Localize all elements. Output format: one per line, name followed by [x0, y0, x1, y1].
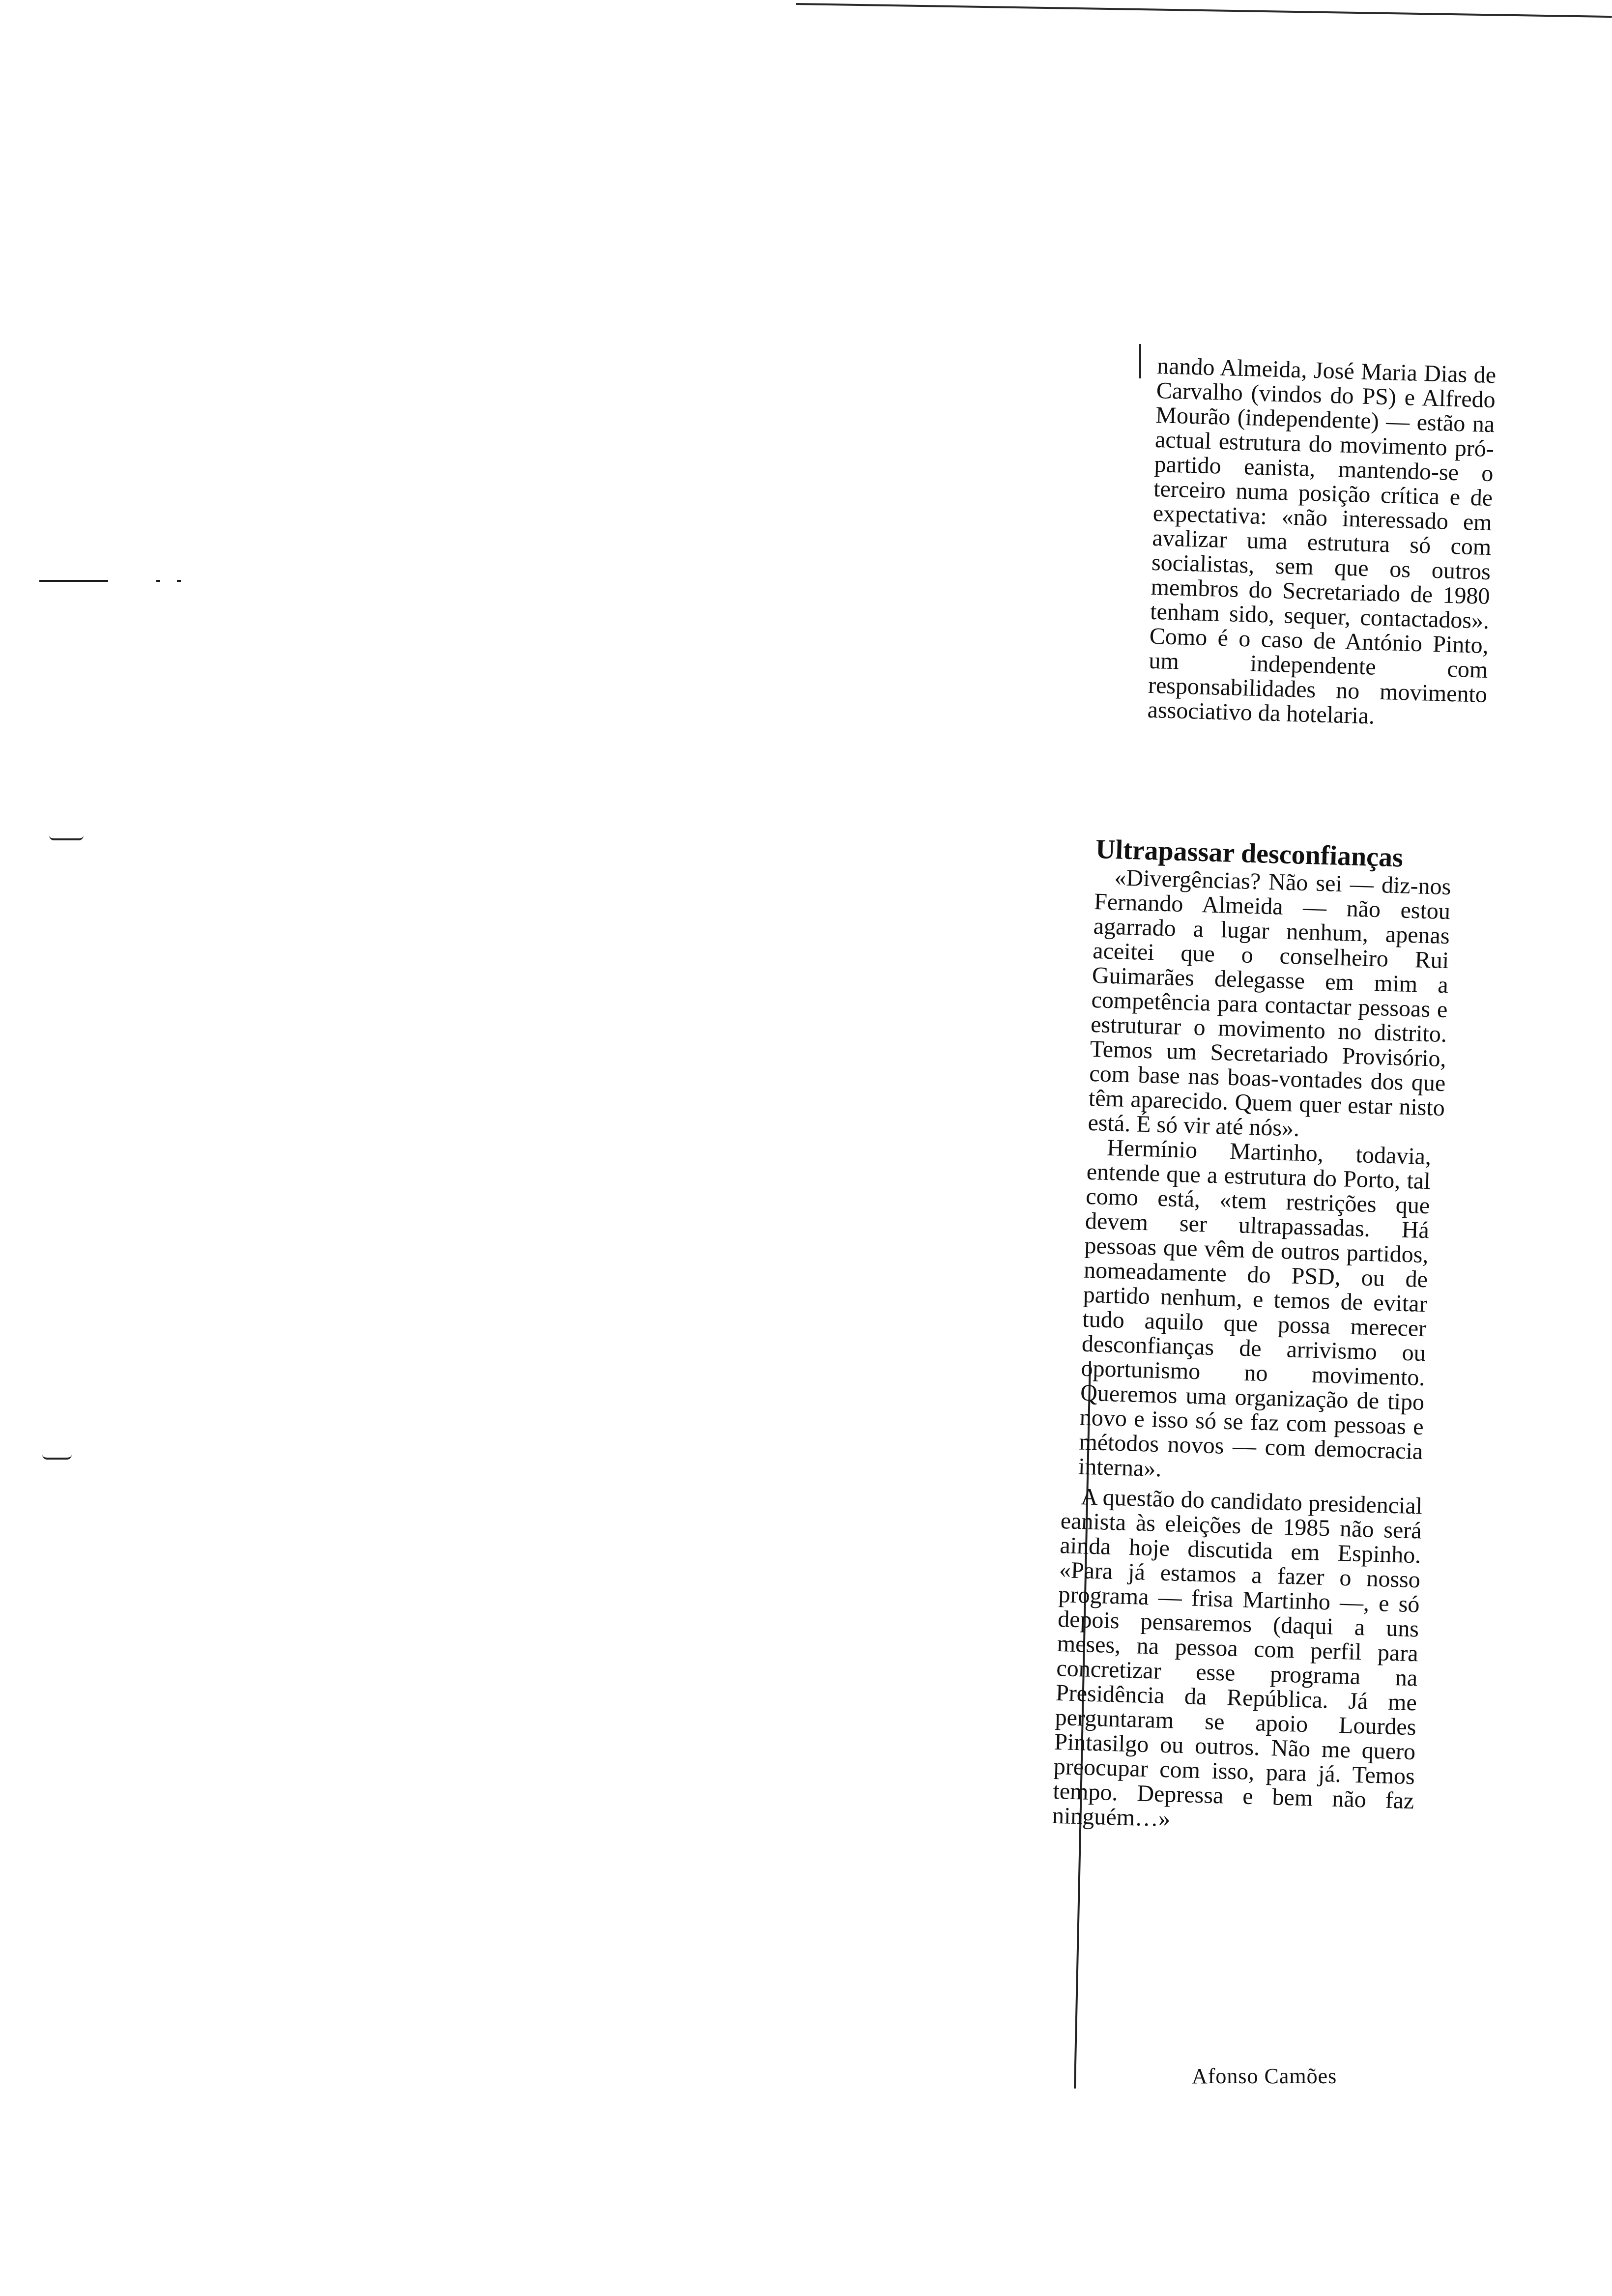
subheading: Ultrapassar desconfianças [1095, 834, 1404, 873]
scan-artifact-curve [49, 835, 84, 840]
column-rule [1139, 344, 1141, 378]
scan-artifact-dot [177, 580, 181, 582]
article-column-continuation [1052, 1484, 1422, 1838]
scan-artifact-curve [42, 1455, 72, 1460]
article-column-subsection [1078, 835, 1452, 1489]
article-paragraph: Hermínio Martinho, todavia, entende que a estrutura do Porto, tal como está, «tem restrições que devem ser ultrapassadas. Há pessoas que vêm de outros partidos, nomeadamente do PSD, ou de partido nenhum, e temos de evitar tudo aquilo que possa merecer desconfianças de arrivismo ou oportunismo no movimento. Queremos uma organização de tipo novo e isso só se faz com pessoas e métodos novos — com democracia interna». [1078, 1134, 1432, 1482]
article-column-intro [1147, 354, 1497, 732]
scan-edge-top [796, 3, 1612, 37]
byline: Afonso Camões [1192, 2064, 1337, 2088]
article-paragraph-intro: nando Almeida, José Maria Dias de Carvalho (vindos do PS) e Alfredo Mourão (independente) — estão na actual estrutura do movimento pró-partido eanista, mantendo-se o terceiro numa posição crítica e de expectativa: «não interessado em avalizar uma estrutura só com socialistas, sem que os outros membros do Secretariado de 1980 tenham sido, sequer, contactados». Como é o caso de António Pinto, um independente com responsabilidades no movimento associativo da hotelaria. [1147, 353, 1497, 729]
article-paragraph: A questão do candidato presidencial eanista às eleições de 1985 não será ainda hoje discutida em Espinho. «Para já estamos a fazer o nosso programa — frisa Martinho —, e só depois pensaremos (daqui a uns meses, na pessoa com perfil para concretizar esse programa na Presidência da República. Já me perguntaram se apoio Lourdes Pintasilgo ou outros. Não me quero preocupar com isso, para já. Temos tempo. Depressa e bem não faz ninguém…» [1052, 1484, 1423, 1832]
scan-artifact-dash [39, 580, 108, 582]
article-paragraph: «Divergências? Não sei — diz-nos Fernando Almeida — não estou agarrado a lugar nenhum, apenas aceitei que o conselheiro Rui Guimarães delegasse em mim a competência para contactar pessoas e estruturar o movimento no distrito. Temos um Secretariado Provisório, com base nas boas-vontades dos que têm aparecido. Quem quer estar nisto está. É só vir até nós». [1087, 864, 1452, 1142]
scan-artifact-dot [156, 580, 160, 582]
